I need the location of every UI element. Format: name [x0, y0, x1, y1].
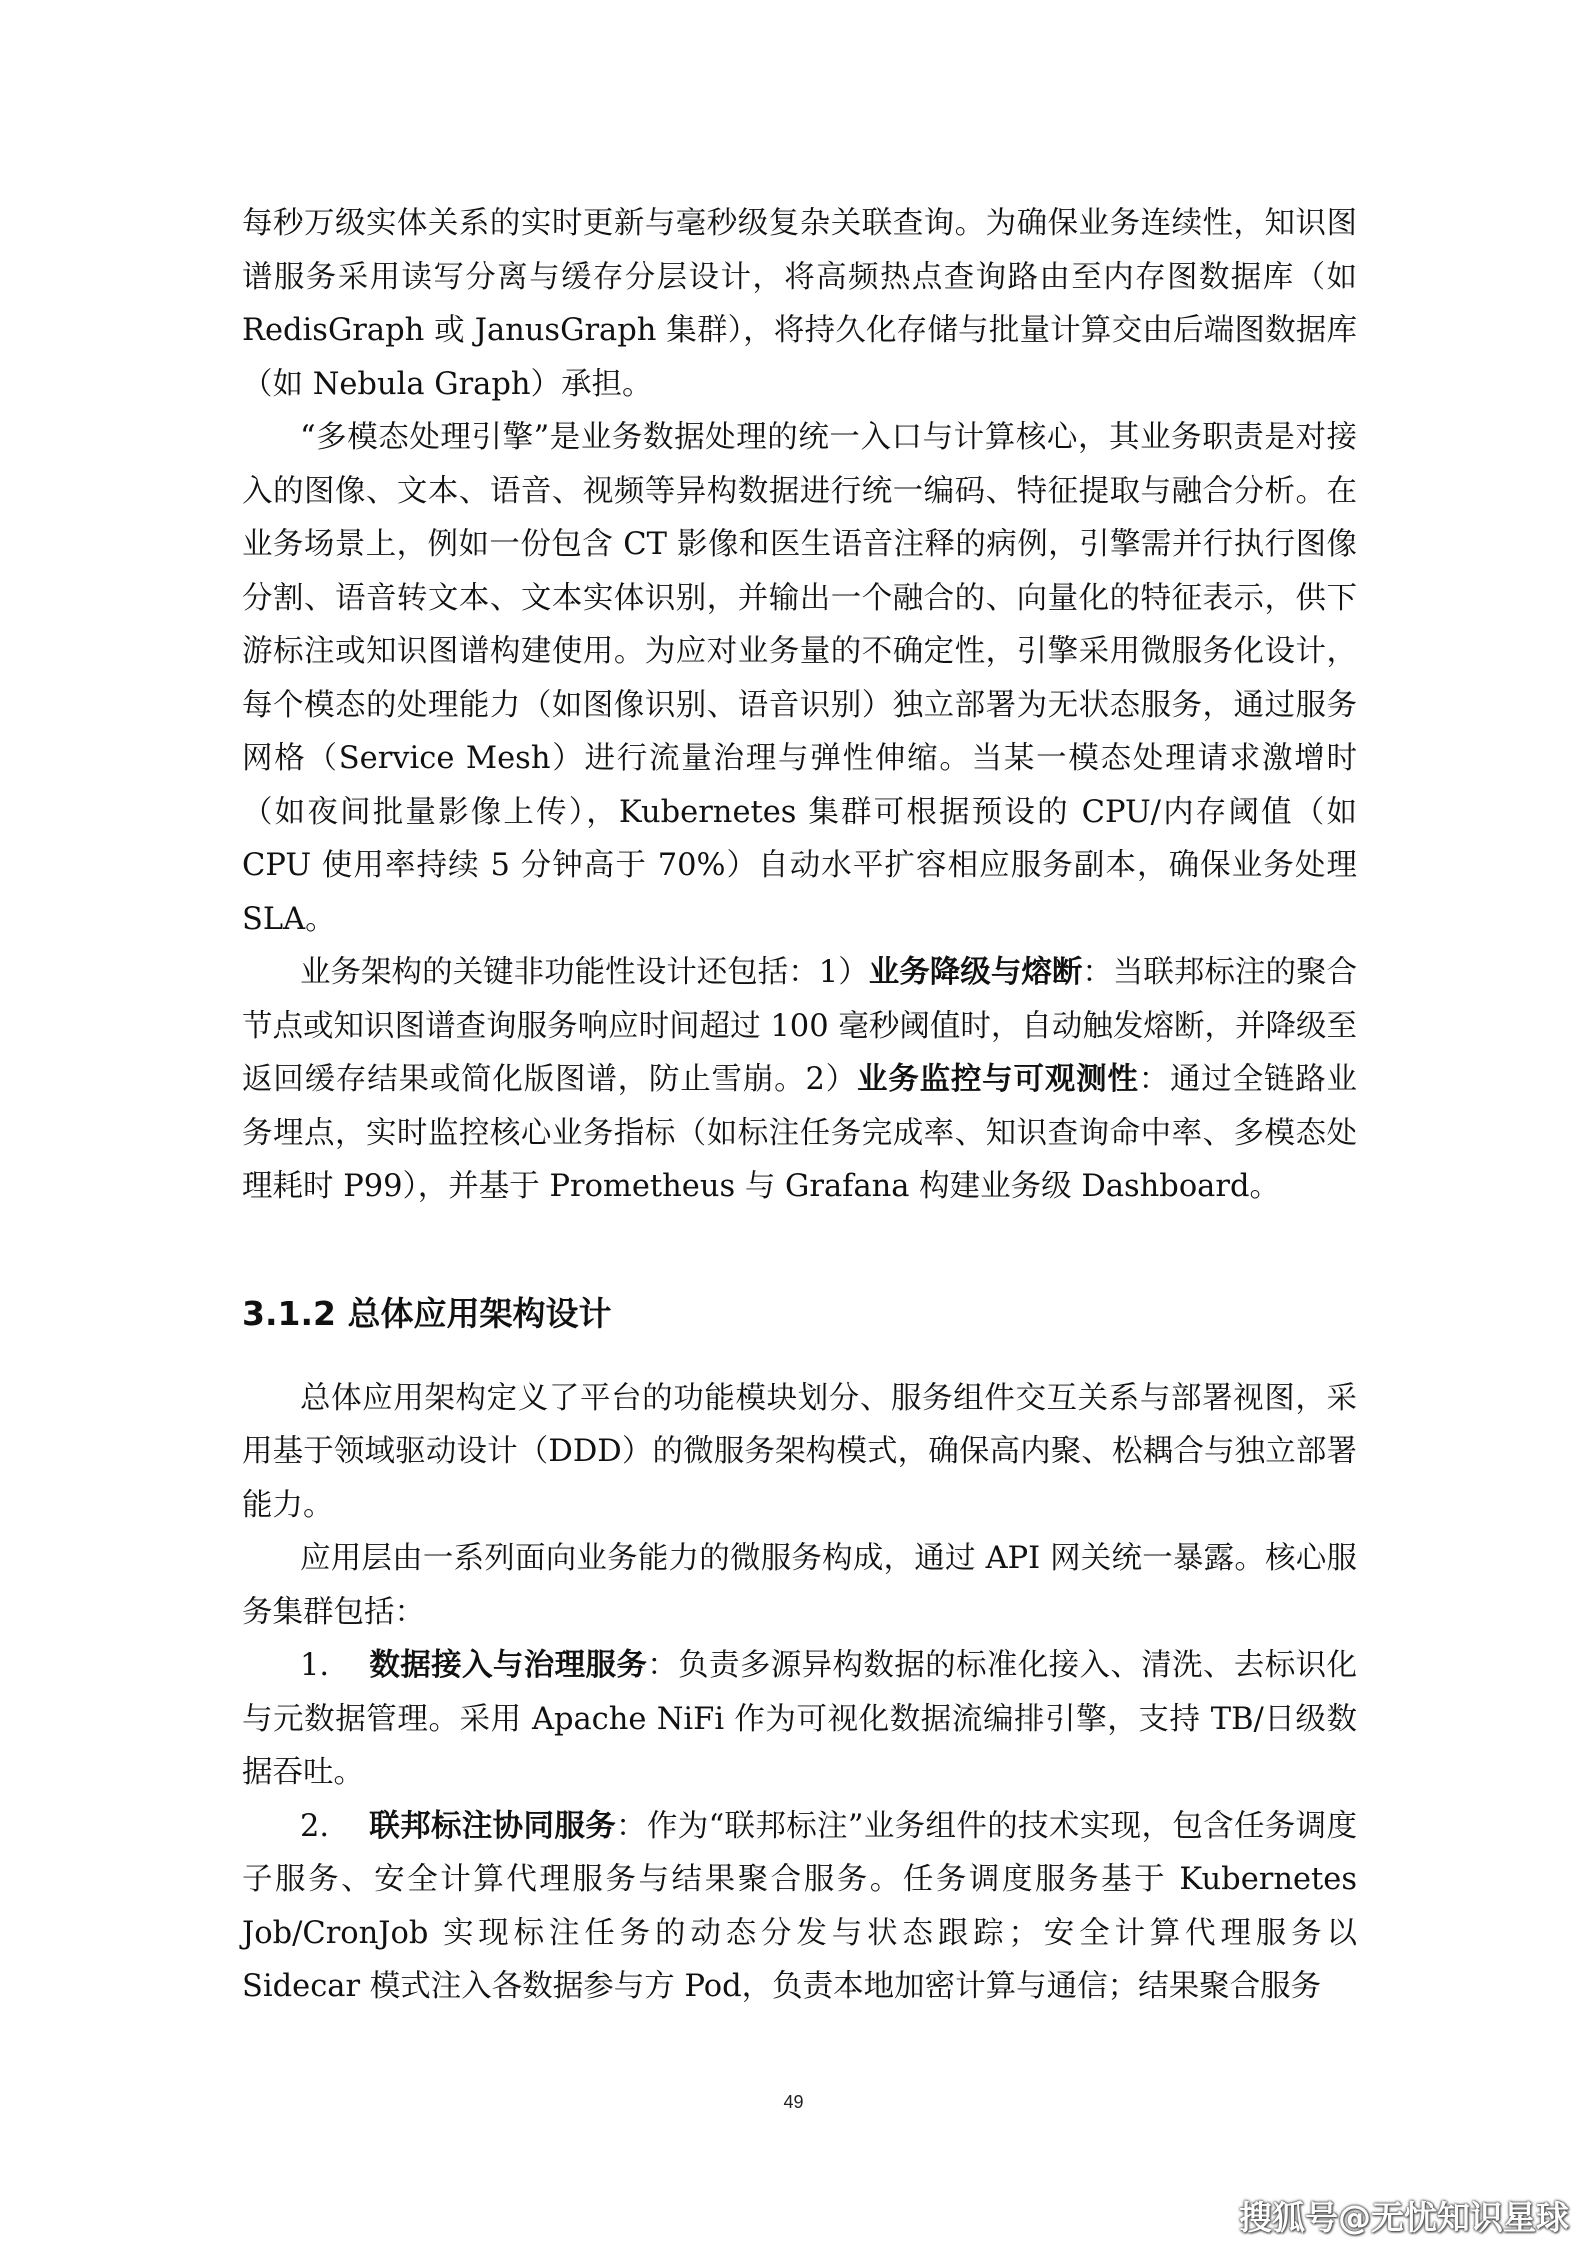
page-number: 49	[783, 2092, 804, 2112]
list-number: 2.	[300, 1808, 330, 1844]
bold-term-degradation: 业务降级与熔断	[868, 955, 1083, 990]
document-body	[242, 197, 1357, 2014]
list-item-data-ingestion	[242, 1639, 1357, 1800]
list-item-body: ：负责多源异构数据的标准化接入、清洗、去标识化与元数据管理。采用 Apache NiFi 作为可视化数据流编排引擎，支持 TB/日级数据吞吐。	[242, 1648, 1358, 1790]
paragraph-app-architecture: 总体应用架构定义了平台的功能模块划分、服务组件交互关系与部署视图，采用基于领域驱动设计（DDD）的微服务架构模式，确保高内聚、松耦合与独立部署能力。	[242, 1380, 1357, 1523]
paragraph-app-layer: 应用层由一系列面向业务能力的微服务构成，通过 API 网关统一暴露。核心服务集群包括：	[242, 1541, 1357, 1630]
text-run: ：通过全链路业务埋点，实时监控核心业务指标（如标注任务完成率、知识查询命中率、多模态处理耗时 P99），并基于 Prometheus 与 Grafana 构建业务级 Dashboard。	[242, 1062, 1358, 1204]
text-run: 业务架构的关键非功能性设计还包括：1）	[300, 955, 869, 990]
section-heading: 3.1.2 总体应用架构设计	[242, 1293, 612, 1333]
bold-term-monitoring: 业务监控与可观测性	[856, 1062, 1139, 1097]
list-number: 1.	[300, 1648, 330, 1683]
watermark: 搜狐号@无忧知识星球	[1239, 2198, 1569, 2237]
list-item-body: ：作为“联邦标注”业务组件的技术实现，包含任务调度子服务、安全计算代理服务与结果聚合服务。任务调度服务基于 Kubernetes Job/CronJob 实现标注任务的动态分发与状态跟踪；安全计算代理服务以 Sidecar 模式注入各数据参与方 Pod，负责本地加密计算与通信；结果聚合服务	[242, 1808, 1358, 2004]
text-run: ：当联邦标注的聚合节点或知识图谱查询服务响应时间超过 100 毫秒阈值时，自动触发熔断，并降级至返回缓存结果或简化版图谱，防止雪崩。2）	[242, 955, 1358, 1097]
paragraph-nonfunctional-design	[242, 946, 1357, 1214]
list-item-title: 联邦标注协同服务	[369, 1808, 617, 1844]
paragraph-knowledge-graph: 每秒万级实体关系的实时更新与毫秒级复杂关联查询。为确保业务连续性，知识图谱服务采用读写分离与缓存分层设计，将高频热点查询路由至内存图数据库（如 RedisGraph 或 JanusGraph 集群），将持久化存储与批量计算交由后端图数据库（如 Nebula Graph）承担。	[242, 206, 1357, 402]
list-item-federated-annotation	[242, 1800, 1357, 2014]
list-item-title: 数据接入与治理服务	[369, 1648, 648, 1683]
paragraph-multimodal-engine: “多模态处理引擎”是业务数据处理的统一入口与计算核心，其业务职责是对接入的图像、文本、语音、视频等异构数据进行统一编码、特征提取与融合分析。在业务场景上，例如一份包含 CT 影像和医生语音注释的病例，引擎需并行执行图像分割、语音转文本、文本实体识别，并输出一个融合的、向量化的特征表示，供下游标注或知识图谱构建使用。为应对业务量的不确定性，引擎采用微服务化设计，每个模态的处理能力（如图像识别、语音识别）独立部署为无状态服务，通过服务网格（Service Mesh）进行流量治理与弹性伸缩。当某一模态处理请求激增时（如夜间批量影像上传），Kubernetes 集群可根据预设的 CPU/内存阈值（如 CPU 使用率持续 5 分钟高于 70%）自动水平扩容相应服务副本，确保业务处理 SLA。	[242, 420, 1357, 937]
